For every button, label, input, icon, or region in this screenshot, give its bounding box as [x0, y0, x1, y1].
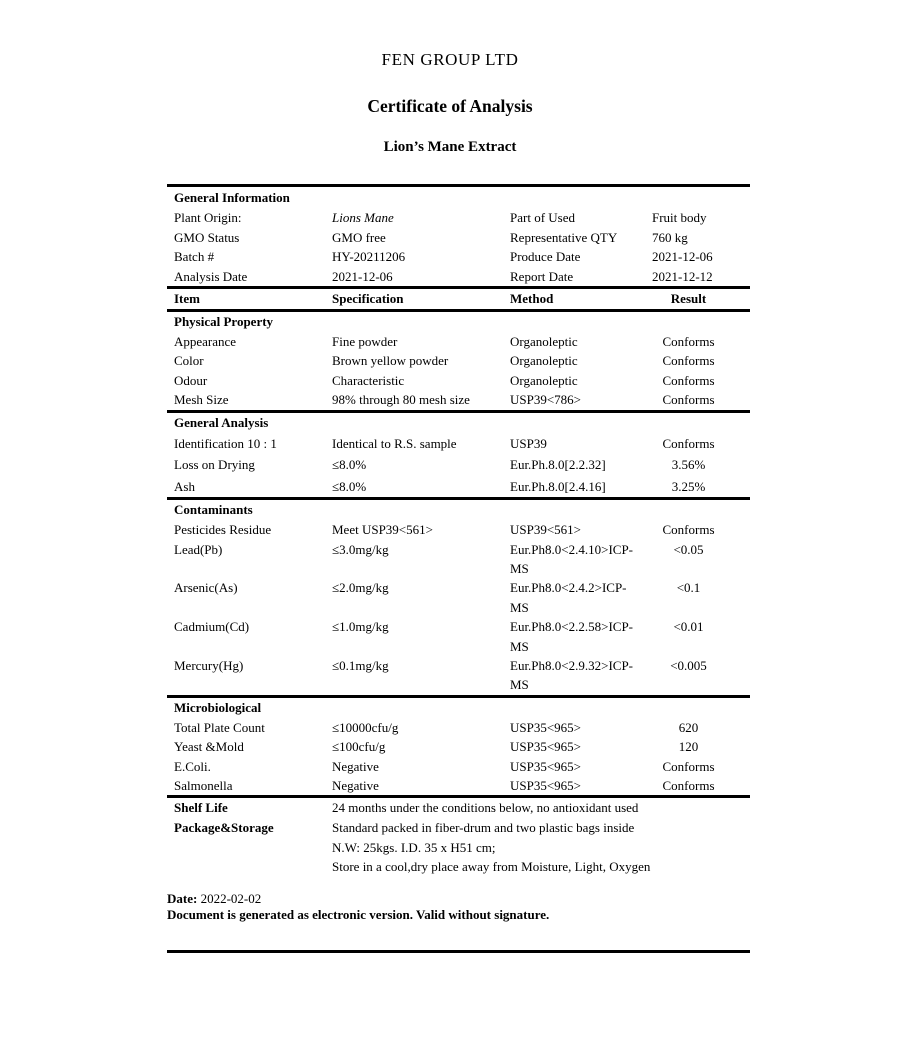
result-cell: Conforms [662, 522, 715, 538]
package-storage-line: Standard packed in fiber-drum and two plastic bags inside [332, 820, 635, 835]
result-cell: Conforms [662, 372, 715, 388]
method-cell: USP35<965> [510, 778, 582, 793]
empty-cell [167, 838, 332, 858]
method-cell: Eur.Ph8.0<2.4.2>ICP-MS [510, 580, 627, 615]
spec-cell: ≤0.1mg/kg [332, 657, 389, 673]
table-row [167, 208, 750, 228]
method-cell: Eur.Ph8.0<2.4.10>ICP-MS [510, 541, 634, 576]
title-block [0, 0, 900, 156]
date-label: Date: [167, 890, 198, 906]
item-cell: Ash [174, 478, 195, 494]
method-cell: Eur.Ph8.0<2.2.58>ICP-MS [510, 619, 634, 654]
shelf-life-row [167, 798, 750, 818]
method-cell: USP35<965> [510, 758, 582, 774]
table-row [167, 578, 750, 617]
spec-cell: ≤10000cfu/g [332, 719, 399, 735]
section-heading-microbiological: Microbiological [174, 699, 262, 715]
spec-cell: ≤3.0mg/kg [332, 541, 389, 557]
spec-cell: Negative [332, 778, 379, 793]
gi-label-1: GMO Status [174, 229, 240, 245]
method-cell: USP39<561> [510, 522, 582, 538]
gi-value-1: GMO free [332, 229, 386, 245]
certificate-table [167, 184, 750, 877]
item-cell: Mesh Size [174, 392, 229, 408]
method-cell: Organoleptic [510, 353, 578, 369]
result-cell: Conforms [662, 334, 715, 349]
method-cell: Eur.Ph8.0<2.9.32>ICP-MS [510, 657, 634, 693]
table-row [167, 520, 750, 539]
table-row [167, 656, 750, 695]
gi-label-1: Plant Origin: [174, 210, 242, 225]
gi-value-2: 2021-12-12 [652, 268, 713, 284]
column-header-row [167, 289, 750, 309]
table-row [167, 390, 750, 409]
item-cell: Arsenic(As) [174, 580, 238, 596]
method-cell: Eur.Ph.8.0[2.2.32] [510, 457, 606, 473]
package-storage-label: Package&Storage [174, 820, 274, 835]
footer [167, 891, 750, 953]
package-storage-row [167, 838, 750, 858]
date-value: 2022-02-02 [200, 890, 262, 906]
item-cell: Odour [174, 372, 208, 388]
package-storage-row [167, 857, 750, 877]
item-cell: Lead(Pb) [174, 541, 223, 557]
company-name: FEN GROUP LTD [381, 50, 519, 69]
section-heading-physical-property: Physical Property [174, 314, 274, 329]
column-header-result: Result [670, 291, 707, 306]
section-heading-contaminants: Contaminants [174, 502, 253, 518]
item-cell: Yeast &Mold [174, 739, 244, 755]
table-row [167, 332, 750, 351]
gi-label-2: Report Date [510, 268, 574, 284]
result-cell: <0.01 [673, 619, 704, 635]
shelf-life-label: Shelf Life [174, 800, 228, 816]
spec-cell: Meet USP39<561> [332, 522, 433, 538]
spec-cell: ≤1.0mg/kg [332, 619, 389, 635]
method-cell: USP35<965> [510, 739, 582, 755]
section-heading-general-analysis: General Analysis [174, 414, 269, 430]
gi-label-2: Produce Date [510, 249, 581, 264]
spec-cell: Characteristic [332, 372, 405, 388]
table-row [167, 267, 750, 287]
table-row [167, 540, 750, 579]
item-cell: Total Plate Count [174, 719, 265, 735]
result-cell: 120 [678, 739, 699, 755]
gi-label-2: Representative QTY [510, 229, 618, 245]
result-cell: 3.56% [671, 457, 706, 473]
method-cell: USP39<786> [510, 392, 582, 408]
spec-cell: ≤8.0% [332, 457, 367, 473]
result-cell: 3.25% [671, 478, 706, 494]
spec-cell: Negative [332, 758, 379, 774]
table-row [167, 228, 750, 248]
item-cell: Mercury(Hg) [174, 657, 244, 673]
table-row [167, 351, 750, 370]
item-cell: Appearance [174, 334, 237, 349]
item-cell: E.Coli. [174, 758, 211, 774]
table-row [167, 718, 750, 737]
gi-value-1: HY-20211206 [332, 249, 406, 264]
spec-cell: Fine powder [332, 334, 398, 349]
result-cell: 620 [678, 719, 699, 735]
signature-note: Document is generated as electronic version. Valid without signature. [167, 906, 550, 922]
method-cell: USP39 [510, 435, 547, 451]
result-cell: Conforms [662, 758, 715, 774]
table-row [167, 247, 750, 267]
gi-label-1: Analysis Date [174, 268, 248, 284]
result-cell: Conforms [662, 353, 715, 369]
package-storage-line: N.W: 25kgs. I.D. 35 x H51 cm; [332, 839, 496, 855]
bottom-divider [167, 950, 750, 953]
item-cell: Pesticides Residue [174, 522, 272, 538]
gi-value-2: 760 kg [652, 229, 688, 245]
table-row [167, 454, 750, 476]
table-row [167, 371, 750, 390]
method-cell: Organoleptic [510, 372, 578, 388]
gi-label-1: Batch # [174, 249, 215, 264]
gi-value-2: Fruit body [652, 210, 707, 225]
method-cell: Eur.Ph.8.0[2.4.16] [510, 478, 606, 494]
table-row [167, 776, 750, 795]
date-line [167, 891, 750, 907]
gi-value-1: 2021-12-06 [332, 268, 393, 284]
gi-label-2: Part of Used [510, 210, 575, 225]
product-name: Lion’s Mane Extract [383, 139, 517, 155]
column-header-specification: Specification [332, 291, 404, 306]
table-row [167, 476, 750, 498]
spec-cell: 98% through 80 mesh size [332, 392, 470, 408]
package-storage-row [167, 818, 750, 838]
item-cell: Salmonella [174, 778, 233, 793]
gi-value-2: 2021-12-06 [652, 249, 713, 264]
result-cell: Conforms [662, 392, 715, 408]
table-row [167, 433, 750, 455]
result-cell: <0.05 [673, 541, 704, 557]
method-cell: Organoleptic [510, 334, 578, 349]
spec-cell: Brown yellow powder [332, 353, 449, 369]
table-row [167, 757, 750, 776]
result-cell: <0.1 [676, 580, 701, 596]
spec-cell: ≤100cfu/g [332, 739, 386, 755]
item-cell: Cadmium(Cd) [174, 619, 250, 635]
result-cell: Conforms [662, 778, 715, 793]
item-cell: Identification 10 : 1 [174, 435, 277, 451]
spec-cell: ≤8.0% [332, 478, 367, 494]
gi-value-1: Lions Mane [332, 210, 394, 225]
result-cell: <0.005 [670, 657, 707, 673]
shelf-life-value: 24 months under the conditions below, no antioxidant used [332, 800, 639, 816]
method-cell: USP35<965> [510, 719, 582, 735]
certificate-title: Certificate of Analysis [367, 96, 533, 116]
package-storage-line: Store in a cool,dry place away from Moisture, Light, Oxygen [332, 859, 651, 875]
table-row [167, 737, 750, 756]
item-cell: Color [174, 353, 204, 369]
table-row [167, 617, 750, 656]
spec-cell: ≤2.0mg/kg [332, 580, 389, 596]
result-cell: Conforms [662, 435, 715, 451]
general-information-heading: General Information [174, 190, 290, 205]
item-cell: Loss on Drying [174, 457, 255, 473]
spec-cell: Identical to R.S. sample [332, 435, 457, 451]
column-header-item: Item [174, 291, 200, 306]
empty-cell [167, 857, 332, 877]
column-header-method: Method [510, 291, 554, 306]
